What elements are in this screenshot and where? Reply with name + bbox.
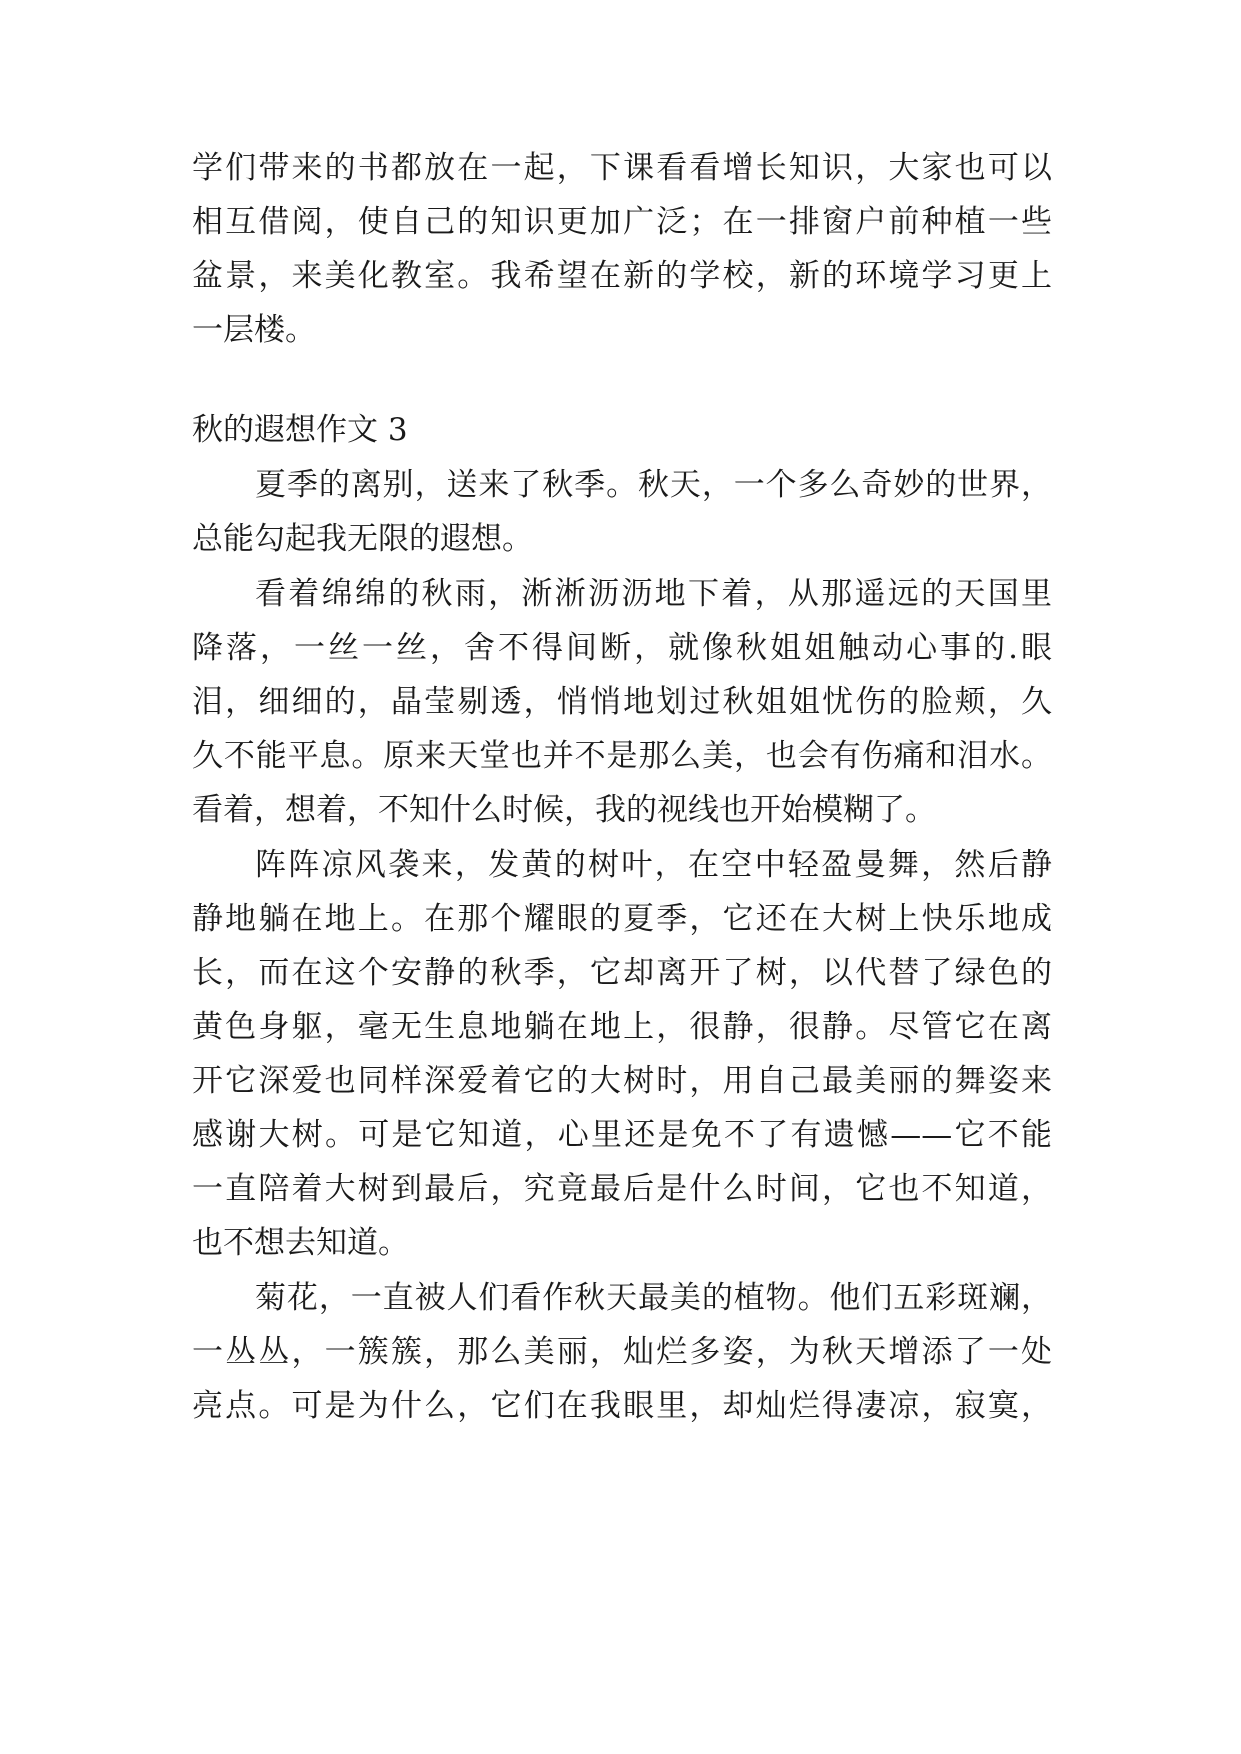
continuation-line: 相互借阅，使自己的知识更加广泛；在一排窗户前种植一些 xyxy=(192,204,1052,240)
paragraph-line: 感谢大树。可是它知道，心里还是免不了有遗憾——它不能 xyxy=(192,1117,1052,1153)
paragraph-line: 看着，想着，不知什么时候，我的视线也开始模糊了。 xyxy=(192,792,936,828)
continuation-line: 一层楼。 xyxy=(192,312,316,348)
paragraph-line: 亮点。可是为什么，它们在我眼里，却灿烂得凄凉，寂寞， xyxy=(192,1388,1052,1424)
paragraph-line: 黄色身躯，毫无生息地躺在地上，很静，很静。尽管它在离 xyxy=(192,1009,1052,1045)
paragraph-line: 也不想去知道。 xyxy=(192,1225,409,1261)
paragraph-line: 夏季的离别，送来了秋季。秋天，一个多么奇妙的世界， xyxy=(255,467,1052,503)
paragraph-line: 降落，一丝一丝，舍不得间断，就像秋姐姐触动心事的.眼 xyxy=(192,630,1052,666)
continuation-line: 盆景，来美化教室。我希望在新的学校，新的环境学习更上 xyxy=(192,258,1052,294)
essay-heading: 秋的遐想作文 3 xyxy=(192,412,408,448)
paragraph-line: 阵阵凉风袭来，发黄的树叶，在空中轻盈曼舞，然后静 xyxy=(255,847,1052,883)
paragraph-line: 菊花，一直被人们看作秋天最美的植物。他们五彩斑斓， xyxy=(255,1280,1052,1316)
paragraph-line: 长，而在这个安静的秋季，它却离开了树，以代替了绿色的 xyxy=(192,955,1052,991)
continuation-line: 学们带来的书都放在一起，下课看看增长知识，大家也可以 xyxy=(192,150,1052,186)
paragraph-line: 总能勾起我无限的遐想。 xyxy=(192,521,533,557)
paragraph-line: 看着绵绵的秋雨，淅淅沥沥地下着，从那遥远的天国里 xyxy=(255,576,1052,612)
paragraph-line: 泪，细细的，晶莹剔透，悄悄地划过秋姐姐忧伤的脸颊，久 xyxy=(192,684,1052,720)
paragraph-line: 静地躺在地上。在那个耀眼的夏季，它还在大树上快乐地成 xyxy=(192,901,1052,937)
paragraph-line: 一丛丛，一簇簇，那么美丽，灿烂多姿，为秋天增添了一处 xyxy=(192,1334,1052,1370)
paragraph-line: 开它深爱也同样深爱着它的大树时，用自己最美丽的舞姿来 xyxy=(192,1063,1052,1099)
paragraph-line: 久不能平息。原来天堂也并不是那么美，也会有伤痛和泪水。 xyxy=(192,738,1052,774)
paragraph-line: 一直陪着大树到最后，究竟最后是什么时间，它也不知道， xyxy=(192,1171,1052,1207)
